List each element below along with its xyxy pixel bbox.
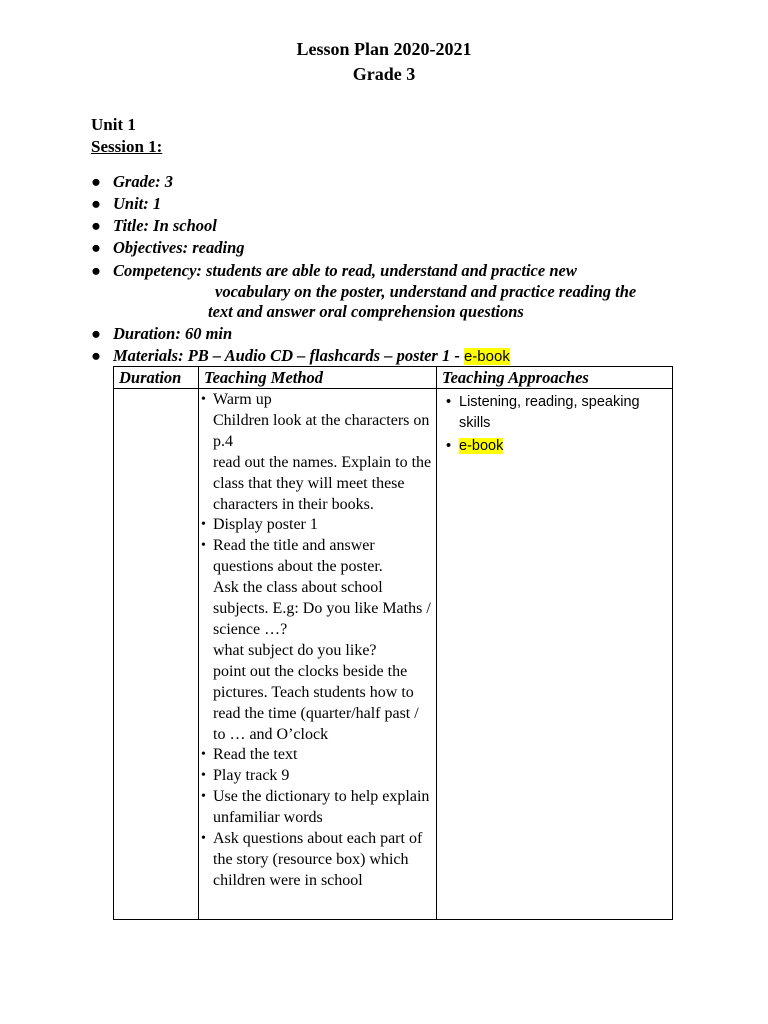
bullet-icon: ● <box>91 172 101 191</box>
bullet-icon: ● <box>91 346 101 365</box>
session-heading: Session 1: <box>91 137 163 156</box>
method-item <box>199 787 436 829</box>
bullet-materials-text <box>113 345 510 367</box>
bullet-competency-text: Competency: students are able to read, understand and practice new <box>113 261 577 280</box>
materials-ebook-highlight: e-book <box>463 348 510 365</box>
teaching-method-list <box>199 390 436 892</box>
method-detail: Ask the class about school subjects. E.g: Do you like Maths / science …? <box>213 579 431 638</box>
method-detail: Children look at the characters on p.4 <box>213 411 430 450</box>
header-teaching-approaches: Teaching Approaches <box>437 367 673 389</box>
method-detail: what subject do you like? <box>213 641 377 659</box>
bullet-grade-text: Grade: 3 <box>113 172 174 191</box>
approach-ebook-highlight: e-book <box>459 438 504 454</box>
method-label: Play track 9 <box>213 767 290 785</box>
approach-text: Listening, reading, speaking skills <box>459 394 640 431</box>
teaching-approaches-cell <box>437 389 673 920</box>
bullet-objectives-text: Objectives: reading <box>113 238 245 257</box>
method-label: Read the title and answer questions about the poster. <box>213 537 383 576</box>
header-teaching-method: Teaching Method <box>199 367 437 389</box>
bullet-icon: ● <box>91 324 101 343</box>
competency-line-2: vocabulary on the poster, understand and practice reading the <box>215 282 637 301</box>
method-item <box>199 745 436 766</box>
competency-line-3: text and answer oral comprehension questions <box>208 302 524 321</box>
bullet-icon: ● <box>91 194 101 213</box>
unit-heading: Unit 1 <box>91 115 136 134</box>
teaching-approaches-list <box>437 392 672 457</box>
method-label: Ask questions about each part of the story (resource box) which children were in school <box>213 830 423 889</box>
bullet-duration-text: Duration: 60 min <box>113 324 233 343</box>
bullet-icon: ● <box>91 216 101 235</box>
duration-cell <box>114 389 199 920</box>
method-label: Read the text <box>213 746 298 764</box>
method-label: Display poster 1 <box>213 516 318 534</box>
header-duration: Duration <box>114 367 199 389</box>
table-header-row <box>114 367 673 389</box>
bullet-unit-text: Unit: 1 <box>113 194 162 213</box>
approach-item <box>437 392 672 434</box>
method-detail: read out the names. Explain to the class that they will meet these characters in their books. <box>213 453 432 513</box>
page-title: Lesson Plan 2020-2021 <box>296 39 472 59</box>
method-detail: point out the clocks beside the pictures. Teach students how to read the time (quarter/half past / to … and O’clock <box>213 662 419 743</box>
page-subtitle: Grade 3 <box>352 64 416 84</box>
method-item <box>199 536 436 745</box>
method-item <box>199 829 436 892</box>
bullet-icon: ● <box>91 261 101 280</box>
table-row <box>114 389 673 920</box>
approach-item <box>437 436 672 457</box>
method-label: Use the dictionary to help explain unfamiliar words <box>213 788 430 827</box>
method-label: Warm up <box>213 391 272 408</box>
bullet-icon: ● <box>91 238 101 257</box>
method-item <box>199 515 436 536</box>
bullet-title-text: Title: In school <box>113 216 217 235</box>
teaching-method-cell <box>199 389 437 920</box>
method-item <box>199 766 436 787</box>
lesson-plan-table <box>113 366 673 920</box>
materials-text: Materials: PB – Audio CD – flashcards – poster 1 - <box>113 346 464 365</box>
method-item <box>199 390 436 515</box>
